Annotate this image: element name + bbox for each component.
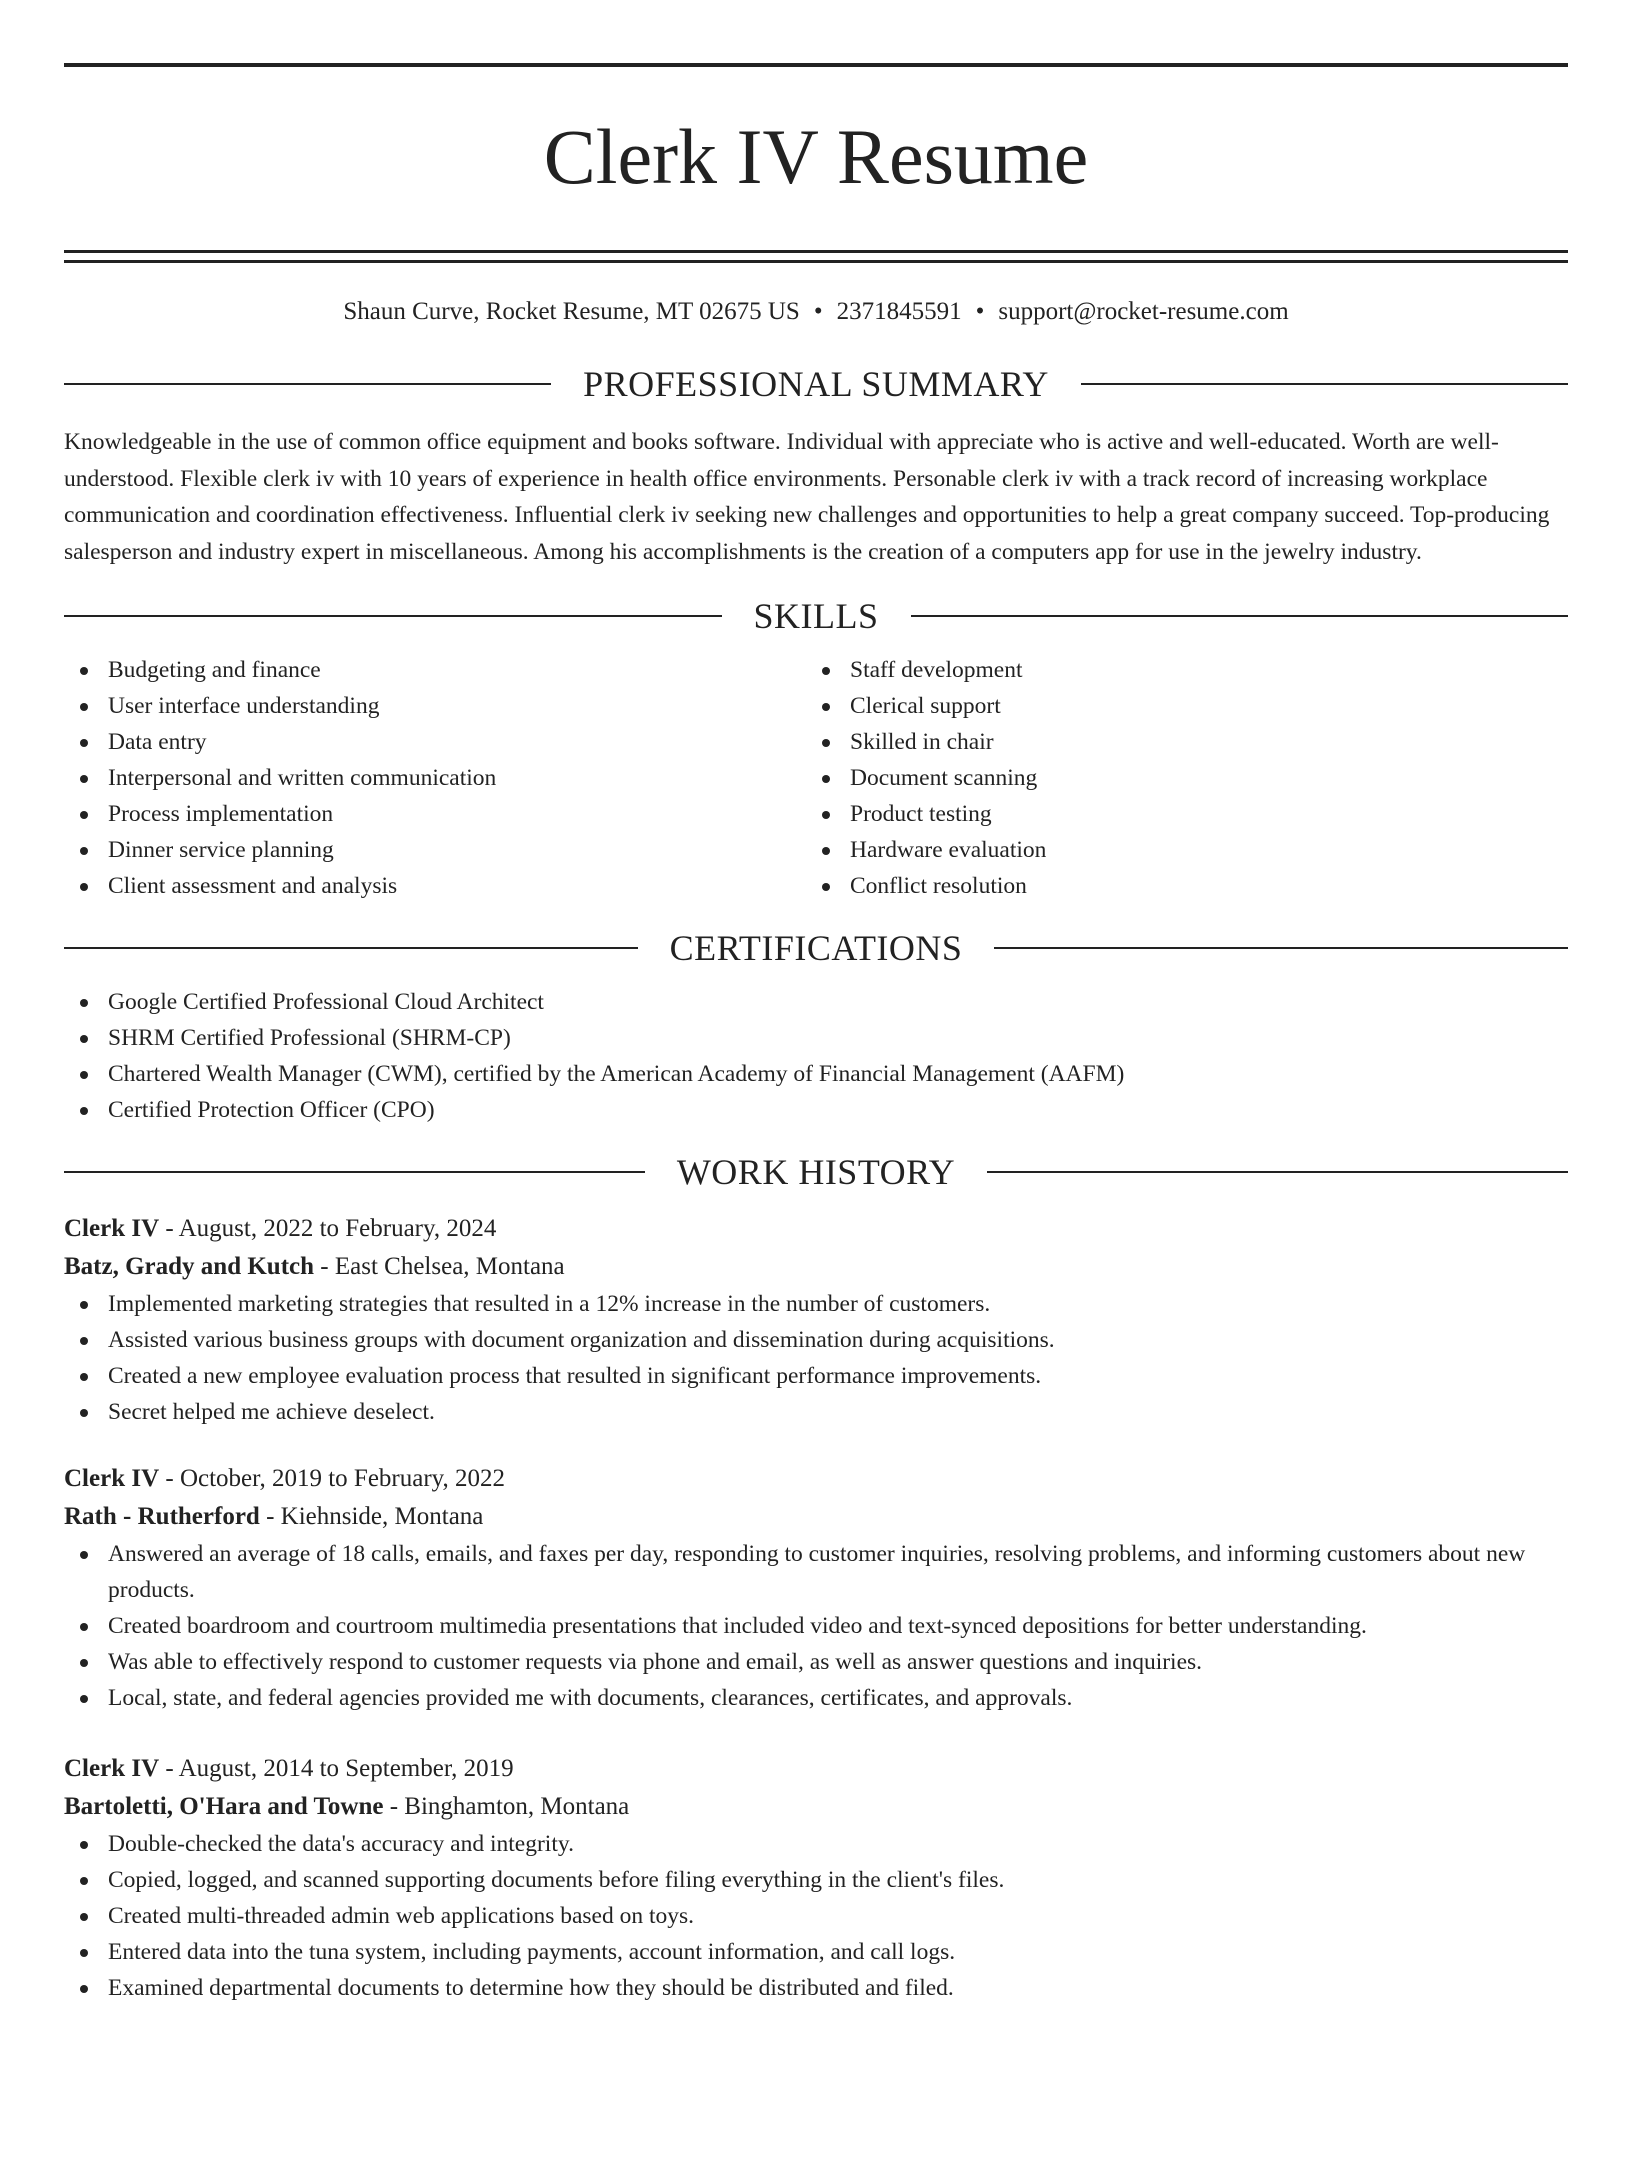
- section-title: PROFESSIONAL SUMMARY: [583, 364, 1049, 404]
- contact-phone: 2371845591: [836, 298, 962, 325]
- job-bullet: Copied, logged, and scanned supporting documents before filing everything in the client's files.: [64, 1862, 1568, 1898]
- heading-rule-left: [64, 947, 638, 949]
- skill-item: Hardware evaluation: [806, 832, 1548, 868]
- job-entry: [64, 1750, 1568, 2006]
- job-location: - Binghamton, Montana: [383, 1793, 630, 1820]
- job-bullet-list: [64, 1826, 1568, 2006]
- job-title-line: [64, 1460, 1568, 1498]
- section-heading-summary: [64, 362, 1568, 406]
- job-bullet: Examined departmental documents to determine how they should be distributed and filed.: [64, 1970, 1568, 2006]
- job-bullet: Answered an average of 18 calls, emails, and faxes per day, responding to customer inquiries, resolving problems, and informing customers about new products.: [64, 1536, 1568, 1608]
- page-title: Clerk IV Resume: [543, 113, 1089, 200]
- contact-separator: •: [813, 298, 823, 325]
- job-title-line: [64, 1210, 1568, 1248]
- job-company: Bartoletti, O'Hara and Towne: [64, 1793, 384, 1820]
- certification-item: SHRM Certified Professional (SHRM-CP): [64, 1020, 1568, 1056]
- job-company-line: [64, 1498, 1568, 1536]
- title-double-rule: [64, 250, 1568, 263]
- job-title: Clerk IV: [64, 1755, 160, 1782]
- contact-separator: •: [975, 298, 985, 325]
- heading-rule-left: [64, 1171, 645, 1173]
- skill-item: User interface understanding: [64, 688, 806, 724]
- section-heading-certifications: [64, 926, 1568, 970]
- job-company-line: [64, 1248, 1568, 1286]
- summary-text: Knowledgeable in the use of common office equipment and books software. Individual with appreciate who is active and well-educated. Worth are well-understood. Flexible clerk iv with 10 years of experience in health office environments. Personable clerk iv with a track record of increasing workplace communication and coordination effectiveness. Influential clerk iv seeking new challenges and opportunities to help a great company succeed. Top-producing salesperson and industry expert in miscellaneous. Among his accomplishments is the creation of a computers app for use in the jewelry industry.: [64, 429, 1550, 565]
- job-bullet: Created a new employee evaluation process that resulted in significant performance improvements.: [64, 1358, 1568, 1394]
- job-bullet: Created boardroom and courtroom multimedia presentations that included video and text-synced depositions for better understanding.: [64, 1608, 1568, 1644]
- job-company: Rath - Rutherford: [64, 1503, 260, 1530]
- job-bullet-list: [64, 1286, 1568, 1430]
- skill-item: Process implementation: [64, 796, 806, 832]
- heading-rule-left: [64, 383, 551, 385]
- job-location: - Kiehnside, Montana: [259, 1503, 484, 1530]
- section-heading-work-history: [64, 1150, 1568, 1194]
- job-bullet: Secret helped me achieve deselect.: [64, 1394, 1568, 1430]
- job-dates: - October, 2019 to February, 2022: [159, 1465, 506, 1492]
- section-title: WORK HISTORY: [676, 1152, 956, 1192]
- heading-rule-right: [911, 615, 1569, 617]
- job-location: - East Chelsea, Montana: [314, 1253, 565, 1280]
- job-bullet-list: [64, 1536, 1568, 1716]
- heading-rule-left: [64, 615, 722, 617]
- section-title: CERTIFICATIONS: [669, 928, 963, 968]
- certification-item: Google Certified Professional Cloud Architect: [64, 984, 1568, 1020]
- job-bullet: Created multi-threaded admin web applications based on toys.: [64, 1898, 1568, 1934]
- section-title: SKILLS: [753, 596, 879, 636]
- skills-column-right: [806, 652, 1548, 904]
- skill-item: Staff development: [806, 652, 1548, 688]
- certification-item: Chartered Wealth Manager (CWM), certified by the American Academy of Financial Management (AAFM): [64, 1056, 1568, 1092]
- skill-item: Clerical support: [806, 688, 1548, 724]
- job-bullet: Assisted various business groups with document organization and dissemination during acquisitions.: [64, 1322, 1568, 1358]
- job-entry: [64, 1460, 1568, 1716]
- job-dates: - August, 2022 to February, 2024: [159, 1215, 497, 1242]
- job-bullet: Entered data into the tuna system, including payments, account information, and call logs.: [64, 1934, 1568, 1970]
- contact-line: [64, 296, 1568, 328]
- job-entry: [64, 1210, 1568, 1430]
- skill-item: Conflict resolution: [806, 868, 1548, 904]
- skill-item: Dinner service planning: [64, 832, 806, 868]
- resume-page: [0, 63, 1632, 2175]
- skills-column-left: [64, 652, 806, 904]
- job-title: Clerk IV: [64, 1215, 160, 1242]
- skills-list: [64, 652, 1568, 904]
- work-history-list: [64, 1210, 1568, 2006]
- heading-rule-right: [994, 947, 1568, 949]
- certification-item: Certified Protection Officer (CPO): [64, 1092, 1568, 1128]
- section-heading-skills: [64, 594, 1568, 638]
- heading-rule-right: [1081, 383, 1568, 385]
- certifications-list: [64, 984, 1568, 1128]
- contact-address: Shaun Curve, Rocket Resume, MT 02675 US: [343, 298, 800, 325]
- skill-item: Product testing: [806, 796, 1548, 832]
- job-bullet: Implemented marketing strategies that resulted in a 12% increase in the number of customers.: [64, 1286, 1568, 1322]
- skill-item: Data entry: [64, 724, 806, 760]
- job-company-line: [64, 1788, 1568, 1826]
- job-bullet: Local, state, and federal agencies provided me with documents, clearances, certificates, and approvals.: [64, 1680, 1568, 1716]
- skill-item: Client assessment and analysis: [64, 868, 806, 904]
- heading-rule-right: [987, 1171, 1568, 1173]
- job-dates: - August, 2014 to September, 2019: [159, 1755, 514, 1782]
- job-bullet: Double-checked the data's accuracy and integrity.: [64, 1826, 1568, 1862]
- job-bullet: Was able to effectively respond to customer requests via phone and email, as well as answer questions and inquiries.: [64, 1644, 1568, 1680]
- job-title-line: [64, 1750, 1568, 1788]
- job-company: Batz, Grady and Kutch: [64, 1253, 315, 1280]
- skill-item: Skilled in chair: [806, 724, 1548, 760]
- job-title: Clerk IV: [64, 1465, 160, 1492]
- contact-email: support@rocket-resume.com: [998, 298, 1289, 325]
- skill-item: Document scanning: [806, 760, 1548, 796]
- skill-item: Interpersonal and written communication: [64, 760, 806, 796]
- skill-item: Budgeting and finance: [64, 652, 806, 688]
